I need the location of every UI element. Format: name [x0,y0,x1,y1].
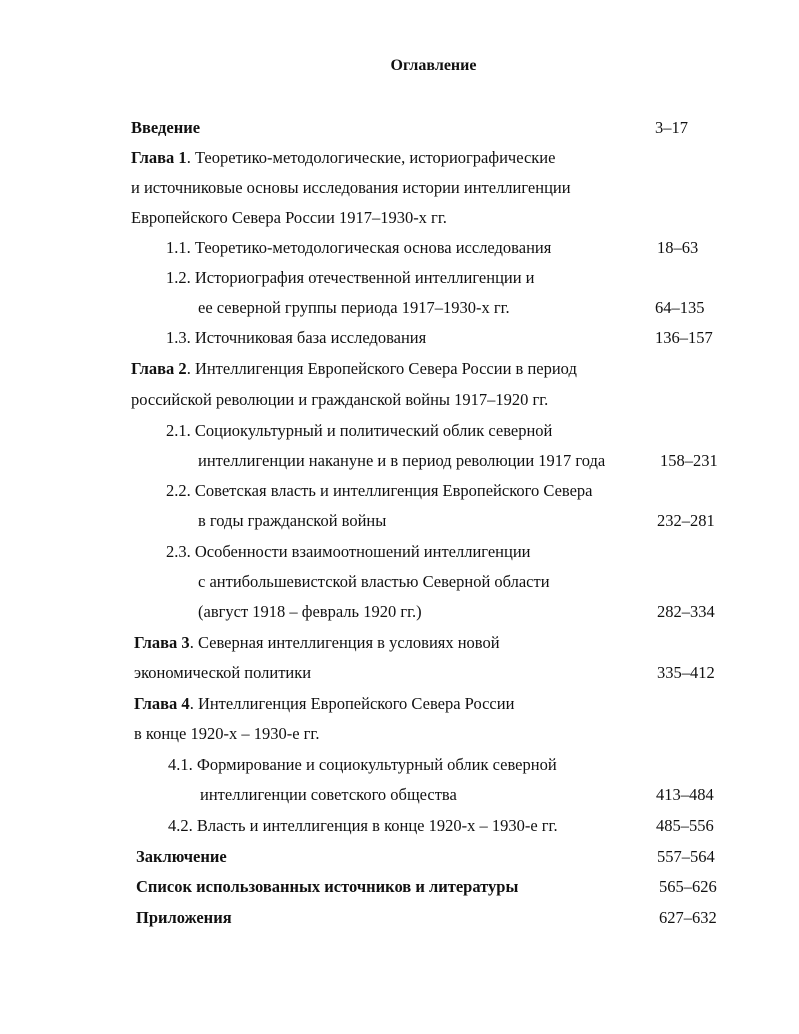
toc-section-2-2-line-1: 2.2. Советская власть и интеллигенция Европейского Севера [166,481,593,500]
toc-section-2-3-pages: 282–334 [657,602,715,621]
toc-intro-pages: 3–17 [655,118,688,137]
toc-chapter-1-line-2: и источниковые основы исследования истории интеллигенции [131,178,571,197]
toc-section-2-1-line-2: интеллигенции накануне и в период революции 1917 года [198,451,606,470]
toc-section-2-2-line-2: в годы гражданской войны [198,511,387,530]
toc-section-1-1-pages: 18–63 [657,238,699,257]
toc-chapter-2-line-1 [131,358,577,380]
toc-appendices-pages: 627–632 [659,908,717,927]
toc-chapter-2-line-2: российской революции и гражданской войны 1917–1920 гг. [131,390,549,409]
toc-chapter-3-number: Глава 3 [134,633,190,652]
toc-chapter-2-title: . Интеллигенция Европейского Севера России в период [186,359,577,378]
toc-chapter-4-line-2: в конце 1920-х – 1930-е гг. [134,724,320,743]
toc-chapter-4-title: . Интеллигенция Европейского Севера России [189,694,515,713]
toc-conclusion-label: Заключение [136,847,227,866]
toc-section-1-2-line-1: 1.2. Историография отечественной интеллигенции и [166,268,535,287]
toc-intro-label: Введение [131,118,201,137]
toc-chapter-3-line-1 [134,632,500,654]
toc-chapter-3-title: . Северная интеллигенция в условиях новой [189,633,500,652]
toc-chapter-1-line-1 [131,147,555,169]
toc-sources-pages: 565–626 [659,877,717,896]
toc-chapter-4-number: Глава 4 [134,694,190,713]
toc-sources-label: Список использованных источников и литературы [136,877,519,896]
toc-section-4-1-line-2: интеллигенции советского общества [200,785,457,804]
toc-chapter-3-pages: 335–412 [657,663,715,682]
toc-chapter-1-line-3: Европейского Севера России 1917–1930-х гг. [131,208,447,227]
toc-section-1-1-label: 1.1. Теоретико-методологическая основа исследования [166,238,552,257]
toc-section-4-2-label: 4.2. Власть и интеллигенция в конце 1920-х – 1930-е гг. [168,816,558,835]
toc-section-1-3-label: 1.3. Источниковая база исследования [166,328,427,347]
toc-section-1-3-pages: 136–157 [655,328,713,347]
toc-appendices-label: Приложения [136,908,232,927]
toc-section-2-3-line-1: 2.3. Особенности взаимоотношений интеллигенции [166,542,531,561]
toc-conclusion-pages: 557–564 [657,847,715,866]
toc-section-4-2-pages: 485–556 [656,816,714,835]
toc-chapter-3-line-2: экономической политики [134,663,312,682]
toc-chapter-1-number: Глава 1 [131,148,187,167]
toc-section-2-2-pages: 232–281 [657,511,715,530]
toc-chapter-1-title: . Теоретико-методологические, историографические [186,148,556,167]
toc-chapter-2-number: Глава 2 [131,359,187,378]
page-title: Оглавление [390,57,477,74]
toc-section-1-2-pages: 64–135 [655,298,705,317]
toc-section-4-1-line-1: 4.1. Формирование и социокультурный облик северной [168,755,557,774]
toc-section-2-1-line-1: 2.1. Социокультурный и политический облик северной [166,421,553,440]
toc-section-4-1-pages: 413–484 [656,785,714,804]
toc-section-2-3-line-3: (август 1918 – февраль 1920 гг.) [198,602,422,621]
toc-section-2-3-line-2: с антибольшевистской властью Северной области [198,572,550,591]
toc-section-2-1-pages: 158–231 [660,451,718,470]
toc-section-1-2-line-2: ее северной группы периода 1917–1930-х гг. [198,298,510,317]
toc-chapter-4-line-1 [134,693,514,715]
